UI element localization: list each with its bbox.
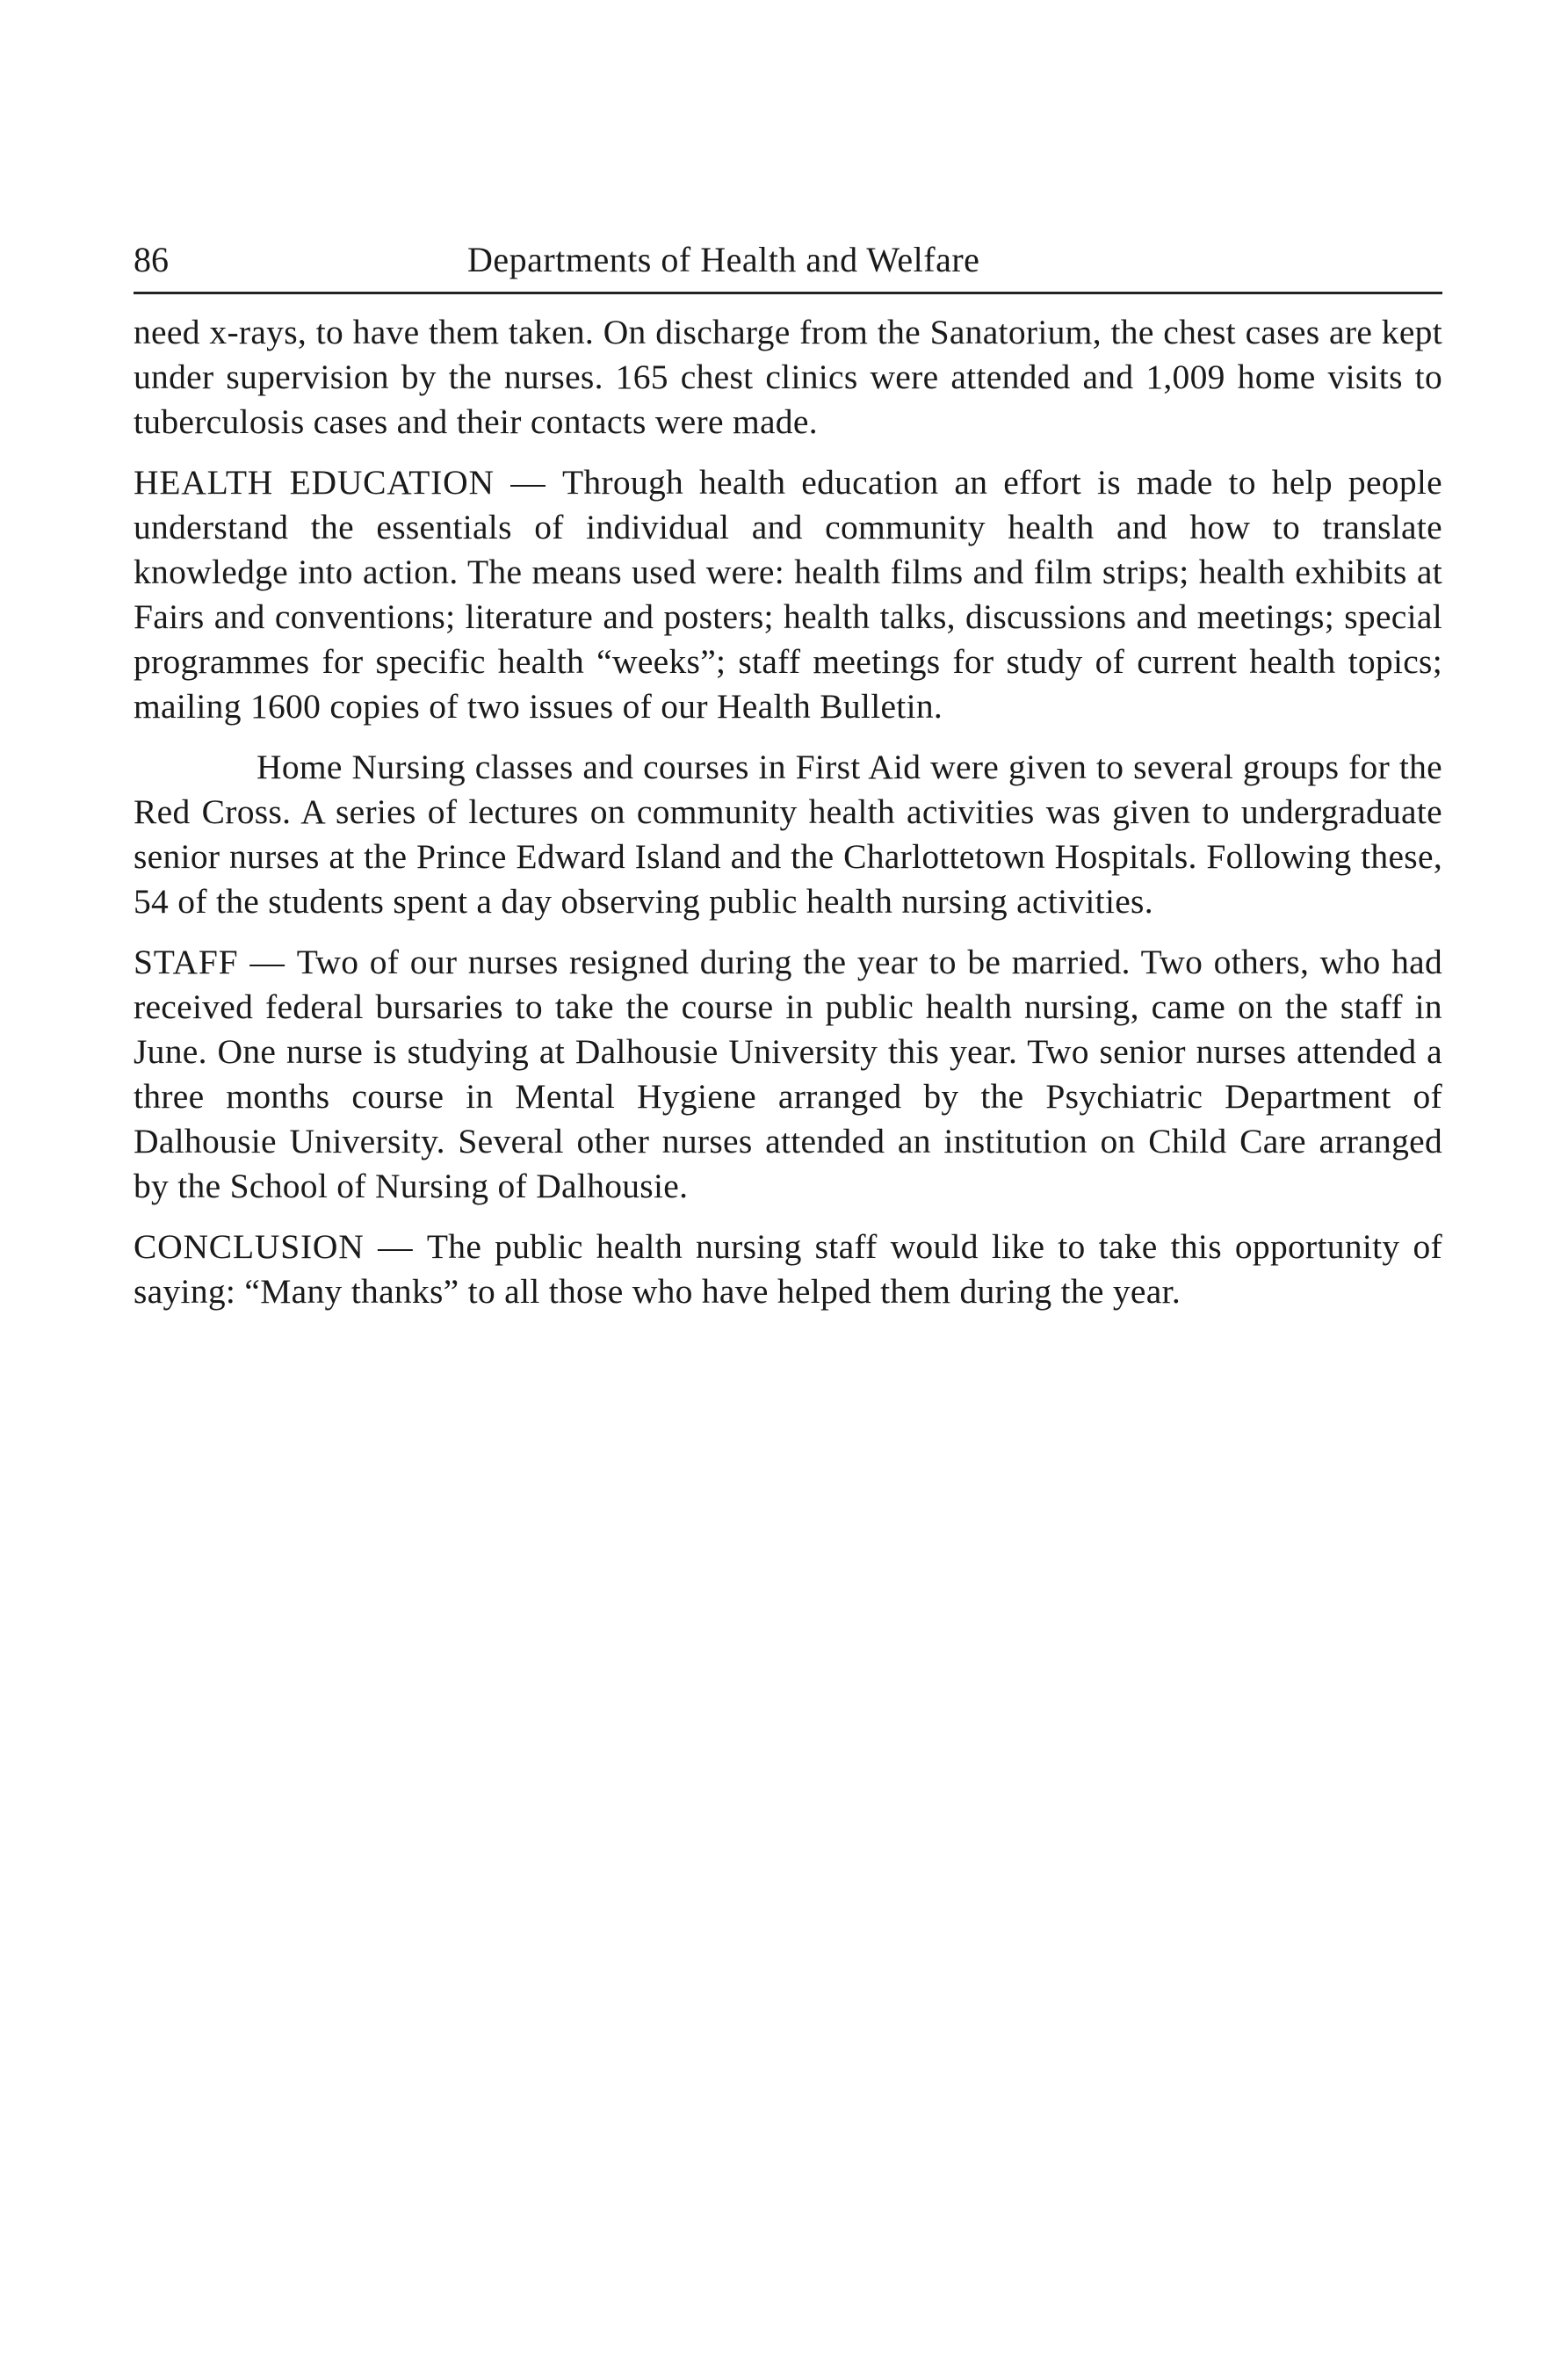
- page-number: 86: [134, 240, 169, 279]
- paragraph-tuberculosis: [134, 310, 1442, 445]
- section-heading-conclusion: CONCLUSION —: [134, 1227, 427, 1266]
- running-head: [134, 235, 1442, 294]
- paragraph-health-education: [134, 460, 1442, 729]
- paragraph-text: Home Nursing classes and courses in First Aid were given to several groups for the Red Cross. A series of lectures on community health activities was given to undergraduate senior nurses at the Prince Edward Island and the Charlottetown Hospitals. Following these, 54 of the students spent a day observing public health nursing activities.: [134, 748, 1442, 921]
- paragraph-home-nursing: [134, 745, 1442, 924]
- paragraph-text: need x-rays, to have them taken. On discharge from the Sanatorium, the chest cases are kept under supervision by the nurses. 165 chest clinics were attended and 1,009 home visits to tuberculosis cases and their contacts were made.: [134, 313, 1442, 441]
- running-title: Departments of Health and Welfare: [467, 240, 980, 279]
- body-text: [134, 310, 1442, 1314]
- section-heading-staff: STAFF —: [134, 943, 297, 981]
- paragraph-text: Through health education an effort is made to help people understand the essentials of individual and community health and how to translate knowledge into action. The means used were: health films and film strips; health exhibits at Fairs and conventions; literature and posters; health talks, discussions and meetings; special programmes for specific health “weeks”; staff meetings for study of current health topics; mailing 1600 copies of two issues of our Health Bulletin.: [134, 463, 1442, 726]
- section-heading-health-education: HEALTH EDUCATION —: [134, 463, 562, 502]
- paragraph-text: Two of our nurses resigned during the year to be married. Two others, who had received federal bursaries to take the course in public health nursing, came on the staff in June. One nurse is studying at Dalhousie University this year. Two senior nurses attended a three months course in Mental Hygiene arranged by the Psychiatric Department of Dalhousie University. Several other nurses attended an institution on Child Care arranged by the School of Nursing of Dalhousie.: [134, 943, 1443, 1205]
- document-page: [134, 235, 1442, 1330]
- paragraph-conclusion: [134, 1225, 1442, 1314]
- paragraph-staff: [134, 940, 1442, 1209]
- paragraph-text: The public health nursing staff would like to take this opportunity of saying: “Many thanks” to all those who have helped them during the year.: [134, 1227, 1442, 1311]
